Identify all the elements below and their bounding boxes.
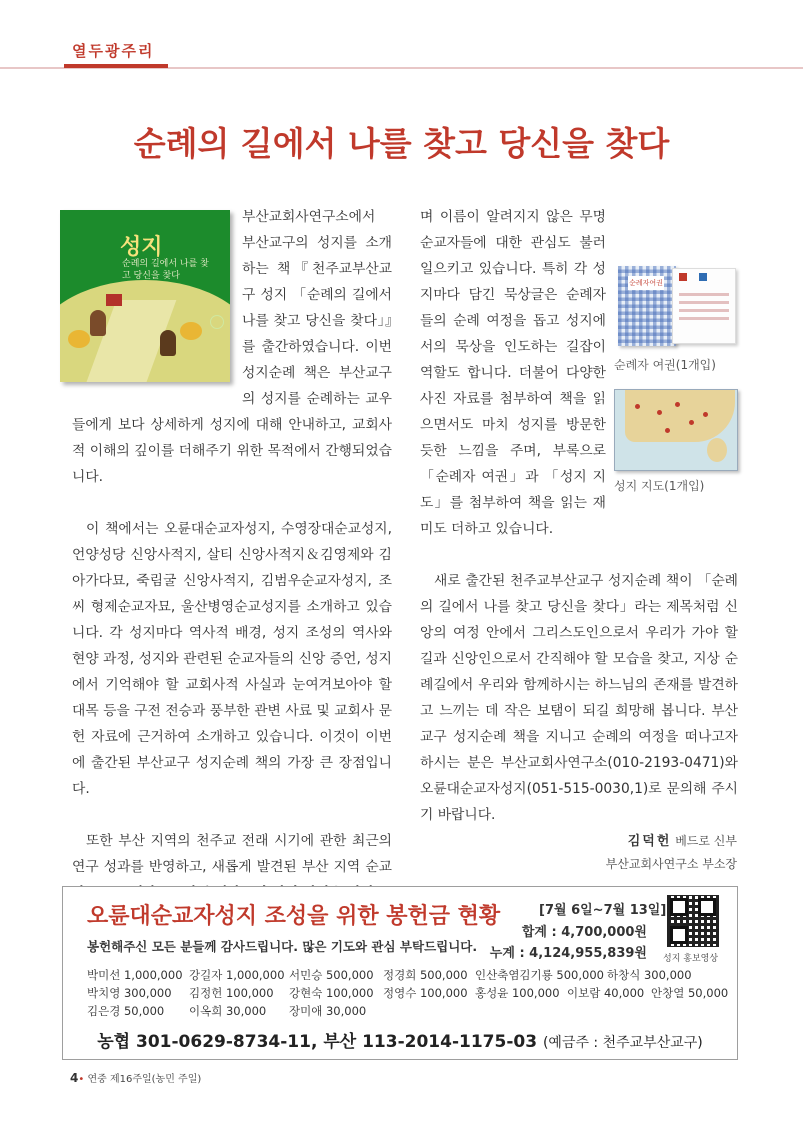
qr-label: 성지 홍보영상 (663, 954, 719, 964)
author-org: 부산교회사연구소 부소장 (605, 857, 737, 871)
donor-entry: 이보람 40,000 (567, 986, 645, 1000)
page-number: 4 (70, 1071, 79, 1085)
donation-period: [7월 6일~7월 13일] (539, 903, 667, 918)
qr-code-icon[interactable] (667, 895, 719, 947)
donor-entry: 장미애 30,000 (289, 1004, 367, 1018)
donor-entry: 박미선 1,000,000 (87, 968, 183, 982)
donor-entry: 김은경 50,000 (87, 1004, 165, 1018)
article-title: 순례의 길에서 나를 찾고 당신을 찾다 (133, 124, 670, 163)
author-name: 김덕헌 (627, 834, 672, 849)
tab-underline (64, 64, 168, 68)
issue-label: 연중 제16주일(농민 주일) (87, 1074, 202, 1085)
page-footer: 4• 연중 제16주일(농민 주일) (70, 1071, 202, 1085)
paragraph: 며 이름이 알려지지 않은 무명 순교자들에 대한 관심도 불러일으키고 있습니다. 특히 각 성지마다 담긴 묵상글은 순례자들의 순례 여정을 돕고 성지에서의 묵상을 인도하는 길잡이 역할도 합니다. 더불어 다양한 사진 자료를 첨부하여 책을 읽으면서도 마치 성지를 방문한 듯한 느낌을 주며, 부록으로 「순례자 여권」과 「성지 지도」를 첨부하여 책을 읽는 재미도 더하고 있습니다. (420, 209, 606, 537)
author-title: 베드로 신부 (675, 834, 737, 848)
account-holder: (예금주 : 천주교부산교구) (542, 1035, 703, 1051)
passport-cover-label: 순례자여권 (628, 276, 664, 290)
author-byline (606, 830, 737, 875)
article-left-column (72, 204, 392, 906)
donor-entry: 정경희 500,000 (383, 968, 468, 982)
donor-entry: 김정헌 100,000 (189, 986, 274, 1000)
donor-entry: 홍성윤 100,000 (475, 986, 560, 1000)
paragraph: 새로 출간된 천주교부산교구 성지순례 책이 「순례의 길에서 나를 찾고 당신을 찾다」라는 제목처럼 신앙의 여정 안에서 그리스도인으로서 우리가 가야 할 길과 신앙인으로서 간직해야 할 모습을 찾고, 지상 순례길에서 우리와 함께하시는 하느님의 존재를 발견하고 느끼는 데 작은 보탬이 되길 희망해 봅니다. 부산교구 성지순례 책을 지니고 순례의 여정을 떠나고자 하시는 분은 부산교회사연구소(010-2193-0471)와 오륜대순교자성지(051-515-0030,1)로 문의해 주시기 바랍니다. (420, 573, 738, 823)
book-cover-image (60, 210, 230, 382)
donor-entry: 박치영 300,000 (87, 986, 172, 1000)
account-numbers: 농협 301-0629-8734-11, 부산 113-2014-1175-03 (97, 1032, 538, 1052)
section-tab: 열두광주리 (72, 42, 155, 60)
paragraph: 부산교회사연구소에서 부산교구의 성지를 소개하는 책『천주교부산교구 성지 「순례의 길에서 나를 찾고 당신을 찾다」』를 출간하였습니다. 이번 성지순례 책은 부산교구의 성지를 순례하는 교우들에게 보다 상세하게 성지에 대해 안내하고, 교회사적 이해의 깊이를 더해주기 위한 목적에서 간행되었습니다. (72, 209, 392, 485)
donor-entry: 이옥희 30,000 (189, 1004, 267, 1018)
book-cover-title: 성지 (120, 235, 163, 260)
donation-cumulative: 누계 : 4,124,955,839원 (489, 946, 647, 961)
donation-title: 오륜대순교자성지 조성을 위한 봉헌금 현황 (87, 904, 501, 929)
paragraph: 또한 부산 지역의 천주교 전래 시기에 관한 최근의 연구 성과를 반영하고, 새롭게 발견된 부산 지역 순교 (72, 833, 392, 875)
donation-box (62, 886, 738, 1060)
passport-caption: 순례자 여권(1개입) (614, 358, 716, 372)
donor-entry: 정영수 100,000 (383, 986, 468, 1000)
map-caption: 성지 지도(1개입) (614, 479, 705, 493)
donor-entry: 안창열 50,000 (651, 986, 729, 1000)
book-cover-subtitle: 순례의 길에서 나를 찾고 당신을 찾다 (122, 259, 209, 281)
donor-entry: 인산축염김기룡 500,000 (475, 968, 604, 982)
church-logo-icon (210, 315, 224, 329)
donor-entry: 서민승 500,000 (289, 968, 374, 982)
donor-entry: 하창식 300,000 (607, 968, 692, 982)
bank-account (63, 1027, 737, 1052)
pilgrimage-map-image (614, 389, 738, 471)
article-right-column (420, 204, 738, 828)
figure-group (614, 264, 738, 494)
donation-total: 합계 : 4,700,000원 (521, 925, 647, 940)
paragraph: 이 책에서는 오륜대순교자성지, 수영장대순교성지, 언양성당 신앙사적지, 살티 신앙사적지＆김영제와 김 아가다묘, 죽림굴 신앙사적지, 김범우순교자성지, 조씨 형제순교자묘, 울산병영순교성지를 소개하고 있습니다. 각 성지마다 역사적 배경, 성지 조성의 역사와 현양 과정, 성지와 관련된 순교자들의 신앙 증언, 성지에서 기억해야 할 교회사적 사실과 눈여겨보아야 할 대목 등을 구전 전승과 풍부한 관변 사료 및 교회사 문헌 자료에 근거하여 소개하고 있습니다. 이것이 이번에 출간된 부산교구 성지순례 책의 가장 큰 장점입니다. (72, 521, 392, 797)
pilgrim-passport-image (614, 264, 738, 350)
donation-thanks: 봉헌해주신 모든 분들께 감사드립니다. 많은 기도와 관심 부탁드립니다. (87, 939, 478, 954)
donor-entry: 강길자 1,000,000 (189, 968, 285, 982)
donor-entry: 강현숙 100,000 (289, 986, 374, 1000)
